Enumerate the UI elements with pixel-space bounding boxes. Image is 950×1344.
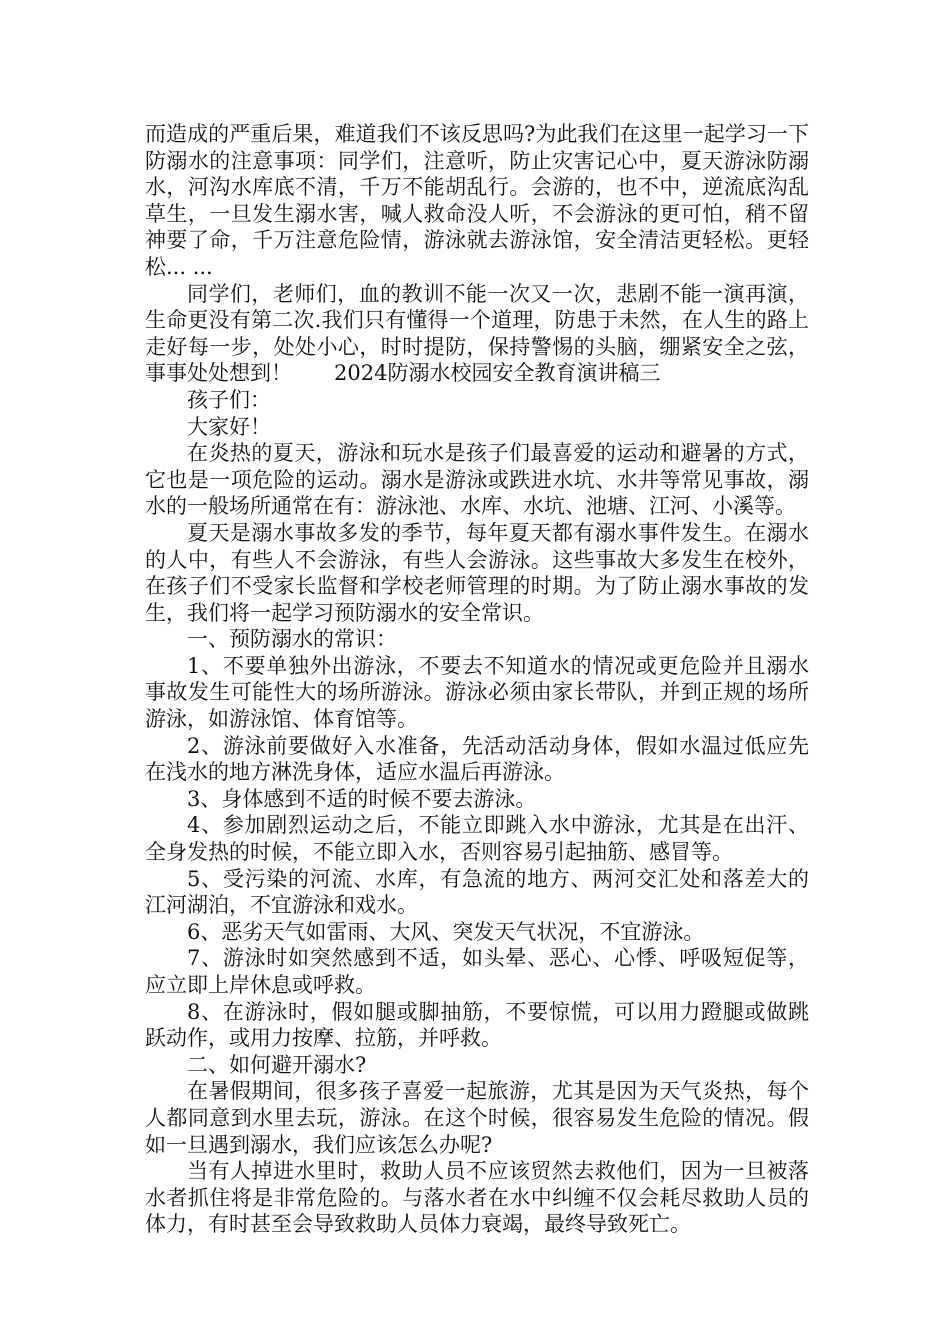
paragraph: 夏天是溺水事故多发的季节，每年夏天都有溺水事件发生。在溺水的人中，有些人不会游泳，有些人会游泳。这些事故大多发生在校外，在孩子们不受家长监督和学校老师管理的时期。为了防止溺水事故的发生，我们将一起学习预防溺水的安全常识。	[145, 520, 809, 625]
paragraph: 在暑假期间，很多孩子喜爱一起旅游，尤其是因为天气炎热，每个人都同意到水里去玩，游泳。在这个时候，很容易发生危险的情况。假如一旦遇到溺水，我们应该怎么办呢?	[145, 1079, 809, 1157]
greeting: 大家好！	[187, 414, 271, 439]
section-heading: 二、如何避开溺水?	[187, 1052, 367, 1077]
list-item: 4、参加剧烈运动之后，不能立即跳入水中游泳，尤其是在出汗、全身发热的时候，不能立即入水，否则容易引起抽筋、感冒等。	[145, 813, 809, 865]
paragraph: 而造成的严重后果，难道我们不该反思吗?为此我们在这里一起学习一下防溺水的注意事项：同学们，注意听，防止灾害记心中，夏天游泳防溺水，河沟水库底不清，千万不能胡乱行。会游的，也不中，逆流底沟乱草生，一旦发生溺水害，喊人救命没人听，不会游泳的更可怕，稍不留神要了命，千万注意危险情，游泳就去游泳馆，安全清洁更轻松。更轻松... ...	[145, 122, 809, 279]
list-item: 1、不要单独外出游泳，不要去不知道水的情况或更危险并且溺水事故发生可能性大的场所游泳。游泳必须由家长带队，并到正规的场所游泳，如游泳馆、体育馆等。	[145, 653, 809, 732]
section-heading: 一、预防溺水的常识：	[187, 627, 397, 652]
list-item: 7、游泳时如突然感到不适，如头晕、恶心、心悸、呼吸短促等，应立即上岸休息或呼救。	[145, 946, 809, 997]
list-item: 8、在游泳时，假如腿或脚抽筋，不要惊慌，可以用力蹬腿或做跳跃动作，或用力按摩、拉筋，并呼救。	[145, 999, 809, 1051]
list-item: 6、恶劣天气如雷雨、大风、突发天气状况，不宜游泳。	[187, 919, 705, 944]
document-body	[145, 121, 809, 1238]
paragraph: 同学们，老师们，血的教训不能一次又一次，悲剧不能一演再演，生命更没有第二次.我们只有懂得一个道理，防患于未然，在人生的路上走好每一步，处处小心，时时提防，保持警惕的头脑，绷紧安全之弦，事事处处想到！ 2024防溺水校园安全教育演讲稿三	[145, 281, 809, 386]
list-item: 3、身体感到不适的时候不要去游泳。	[187, 786, 537, 811]
salutation: 孩子们：	[187, 387, 271, 412]
list-item: 2、游泳前要做好入水准备，先活动活动身体，假如水温过低应先在浅水的地方淋洗身体，适应水温后再游泳。	[145, 733, 809, 785]
list-item: 5、受污染的河流、水库，有急流的地方、两河交汇处和落差大的江河湖泊，不宜游泳和戏水。	[145, 866, 809, 918]
paragraph: 在炎热的夏天，游泳和玩水是孩子们最喜爱的运动和避暑的方式，它也是一项危险的运动。溺水是游泳或跌进水坑、水井等常见事故，溺水的一般场所通常在有：游泳池、水库、水坑、池塘、江河、小溪等。	[145, 441, 809, 519]
paragraph: 当有人掉进水里时，救助人员不应该贸然去救他们，因为一旦被落水者抓住将是非常危险的。与落水者在水中纠缠不仅会耗尽救助人员的体力，有时甚至会导致救助人员体力衰竭，最终导致死亡。	[145, 1159, 809, 1237]
